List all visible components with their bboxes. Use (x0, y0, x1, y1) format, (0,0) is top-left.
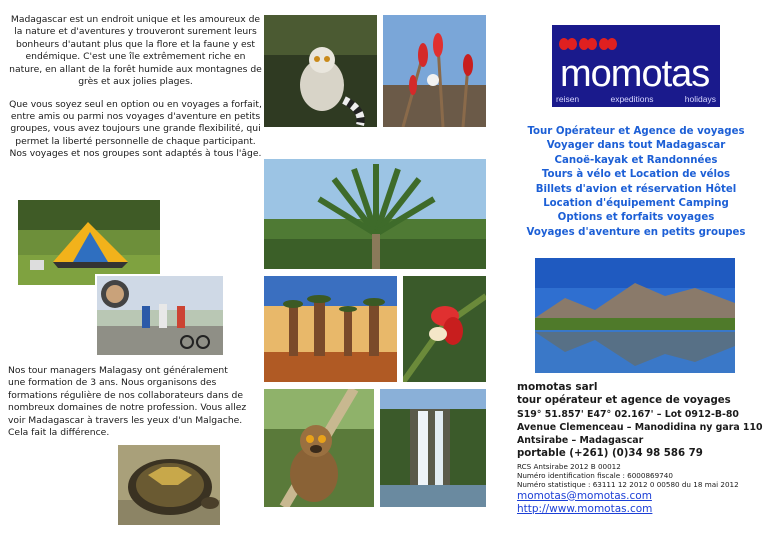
photo-orchid (403, 276, 486, 382)
logo-tag-holidays: holidays (684, 94, 716, 104)
services-list (520, 125, 752, 240)
service-item: Canoë-kayak et Randonnées (554, 154, 718, 166)
momotas-logo (552, 25, 720, 107)
service-item: Voyager dans tout Madagascar (546, 140, 726, 152)
service-item: Tour Opérateur et Agence de voyages (527, 126, 745, 137)
photo-brown-lemur (264, 389, 374, 507)
company-address: S19° 51.857' E47° 02.167' – Lot 0912-B-80 Avenue Clemenceau – Manodidina ny gara 110 Antsirabe – Madagascar (517, 408, 763, 446)
intro-text (8, 14, 263, 171)
logo-tag-expeditions: expeditions (610, 94, 654, 104)
company-phone: portable (+261) (0)34 98 586 79 (517, 448, 703, 460)
service-item: Voyages d'aventure en petits groupes (526, 226, 746, 238)
service-item: Billets d'avion et réservation Hôtel (535, 183, 737, 195)
logo-brand: momotas (560, 53, 710, 95)
service-item: Options et forfaits voyages (557, 212, 715, 224)
company-rcs: RCS Antsirabe 2012 B 00012 (517, 461, 621, 471)
service-item: Tours à vélo et Location de vélos (541, 169, 731, 181)
photo-waterfall (380, 389, 486, 507)
email-link[interactable]: momotas@momotas.com (517, 489, 652, 502)
logo-tag-reisen: reisen (556, 94, 580, 104)
intro-paragraph-2: Que vous soyez seul en option ou en voyages a forfait, entre amis ou parmi nos voyages d'aventure en petits groupes, vous avez toujours une grande flexibilité, qui permet la liberté personnelle de chaque participant. Nos voyages et nos groupes sont adaptés à tous l'âge. (9, 98, 262, 160)
photo-lemur (264, 15, 377, 127)
photo-red-flowers (383, 15, 486, 127)
intro-paragraph-1: Madagascar est un endroit unique et les amoureux de la nature et d'aventures y trouveront surement leurs bonheurs d'autant plus que la flore et la faune y est endémique. C'est une île extrêmement riche en nature, en allant de la forêt humide aux montagnes de grès et aux jolies plages. (9, 14, 262, 88)
photo-cyclists (95, 274, 225, 357)
service-item: Location d'équipement Camping (543, 198, 729, 210)
website-link[interactable]: http://www.momotas.com (517, 503, 653, 516)
company-subtitle: tour opérateur et agence de voyages (517, 395, 731, 407)
photo-mountain-lake (535, 258, 735, 373)
managers-text: Nos tour managers Malagasy ont généralement une formation de 3 ans. Nous organisons des formations régulière de nos collaborateurs dans de nombreux domaines de notre profession. Vous allez voir Madagascar à travers les yeux d'un Malgache. Cela fait la différence. (8, 365, 247, 439)
photo-tent-camping (18, 200, 160, 285)
company-info (517, 380, 763, 517)
photo-traveller-palm (264, 159, 486, 269)
company-stat-id: Numéro statistique : 63111 12 2012 0 00580 du 18 mai 2012 (517, 480, 739, 490)
photo-tortoise (118, 445, 220, 525)
company-name: momotas sarl (517, 381, 598, 393)
photo-baobabs (264, 276, 397, 382)
company-fiscal-id: Numéro identification fiscale : 6000869740 (517, 470, 673, 480)
